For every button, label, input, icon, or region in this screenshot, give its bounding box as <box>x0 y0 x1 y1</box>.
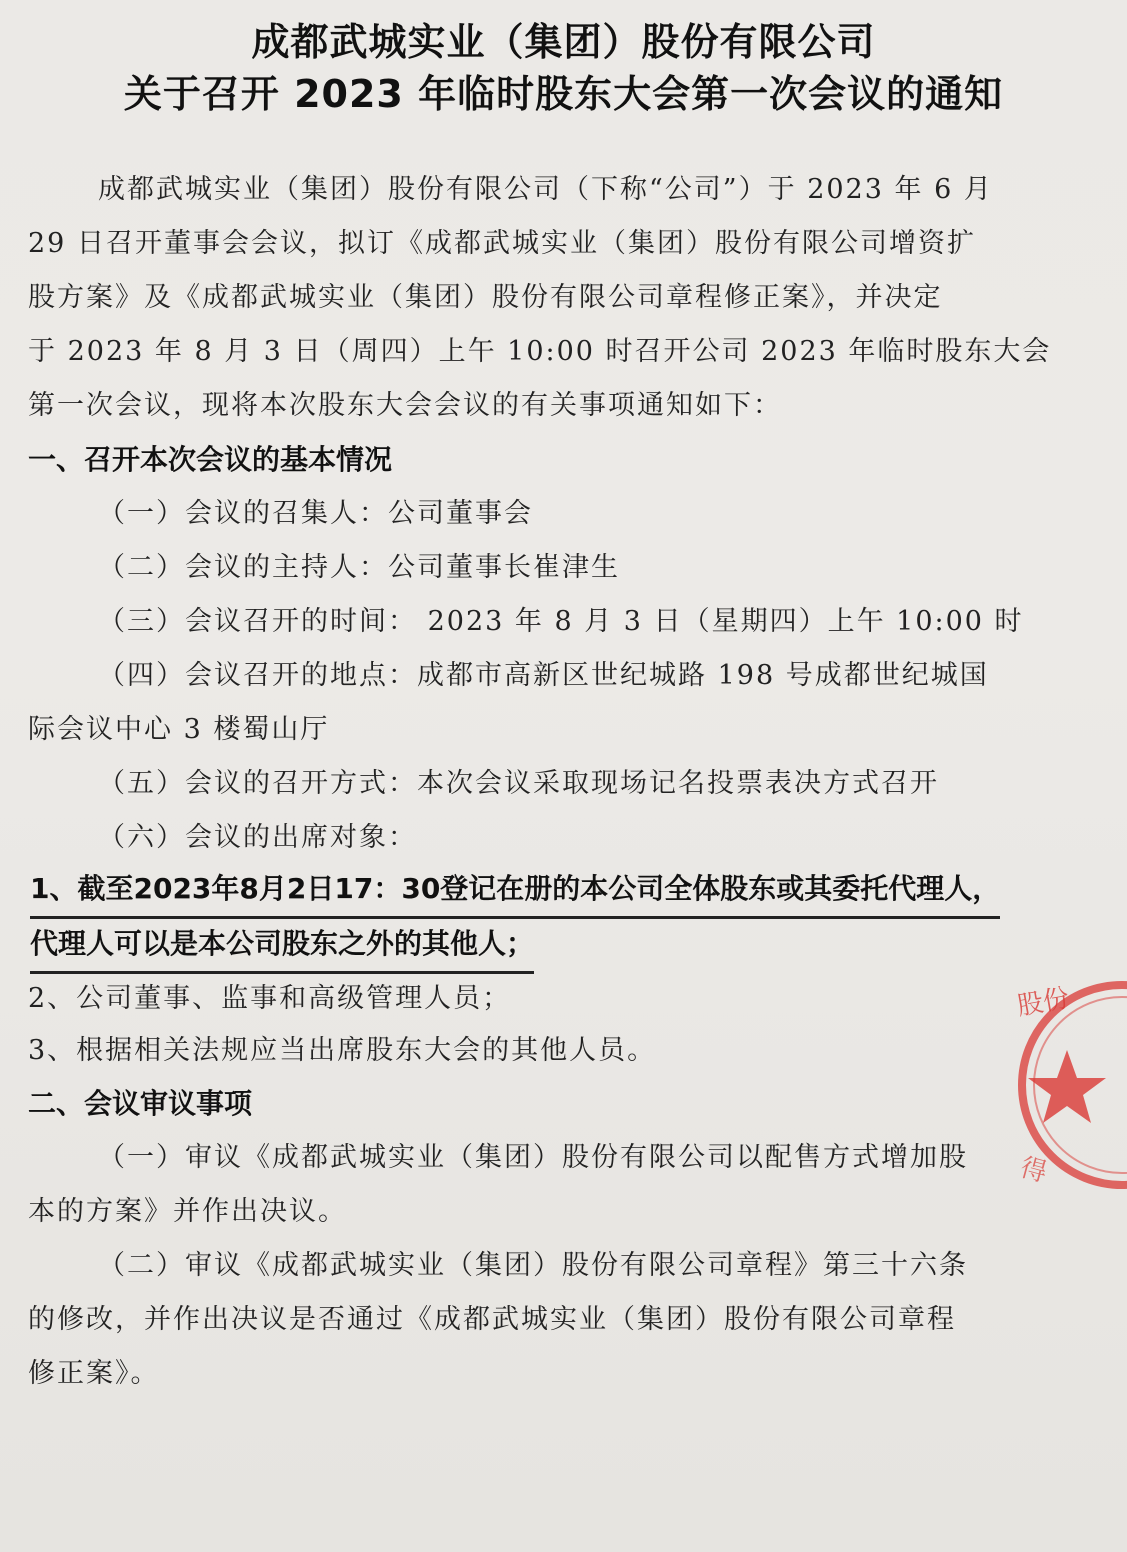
list-item: （五）会议的召开方式：本次会议采取现场记名投票表决方式召开 <box>98 768 939 799</box>
attendee-item-2: 2、公司董事、监事和高级管理人员； <box>28 983 512 1014</box>
intro-line: 于 2023 年 8 月 3 日（周四）上午 10:00 时召开公司 2023 年临时股东大会 <box>28 336 1052 367</box>
intro-line: 第一次会议，现将本次股东大会会议的有关事项通知如下： <box>28 390 782 421</box>
company-seal-stamp <box>1007 960 1127 1210</box>
intro-line: 成都武城实业（集团）股份有限公司（下称“公司”）于 2023 年 6 月 <box>98 174 993 205</box>
attendee-item-1-line2: 代理人可以是本公司股东之外的其他人； <box>30 917 534 974</box>
svg-text:股份: 股份 <box>1015 983 1072 1022</box>
attendee-item-1-line1: 1、截至2023年8月2日17：30登记在册的本公司全体股东或其委托代理人， <box>30 862 1000 919</box>
intro-line: 股方案》及《成都武城实业（集团）股份有限公司章程修正案》，并决定 <box>28 282 943 313</box>
agenda-item-1-line1: （一）审议《成都武城实业（集团）股份有限公司以配售方式增加股 <box>98 1142 968 1173</box>
section-heading-agenda: 二、会议审议事项 <box>28 1087 253 1120</box>
agenda-item-2-line2: 的修改，并作出决议是否通过《成都武城实业（集团）股份有限公司章程 <box>28 1304 956 1335</box>
agenda-item-2-line3: 修正案》。 <box>28 1358 160 1389</box>
agenda-item-2-line1: （二）审议《成都武城实业（集团）股份有限公司章程》第三十六条 <box>98 1250 968 1281</box>
list-item: 际会议中心 3 楼蜀山厅 <box>28 714 330 745</box>
attendee-item-3: 3、根据相关法规应当出席股东大会的其他人员。 <box>28 1035 657 1066</box>
document-title-line2: 关于召开 2023 年临时股东大会第一次会议的通知 <box>123 72 1004 116</box>
agenda-item-1-line2: 本的方案》并作出决议。 <box>28 1196 347 1227</box>
list-item: （四）会议召开的地点：成都市高新区世纪城路 198 号成都世纪城国 <box>98 660 989 691</box>
section-heading-basic-info: 一、召开本次会议的基本情况 <box>28 443 393 476</box>
intro-line: 29 日召开董事会会议，拟订《成都武城实业（集团）股份有限公司增资扩 <box>28 228 976 259</box>
document-title-line1: 成都武城实业（集团）股份有限公司 <box>251 20 876 64</box>
list-item: （六）会议的出席对象： <box>98 822 417 853</box>
list-item: （三）会议召开的时间： 2023 年 8 月 3 日（星期四）上午 10:00 时 <box>98 606 1024 637</box>
list-item: （二）会议的主持人：公司董事长崔津生 <box>98 552 620 583</box>
svg-text:得: 得 <box>1017 1152 1051 1189</box>
list-item: （一）会议的召集人：公司董事会 <box>98 498 533 529</box>
